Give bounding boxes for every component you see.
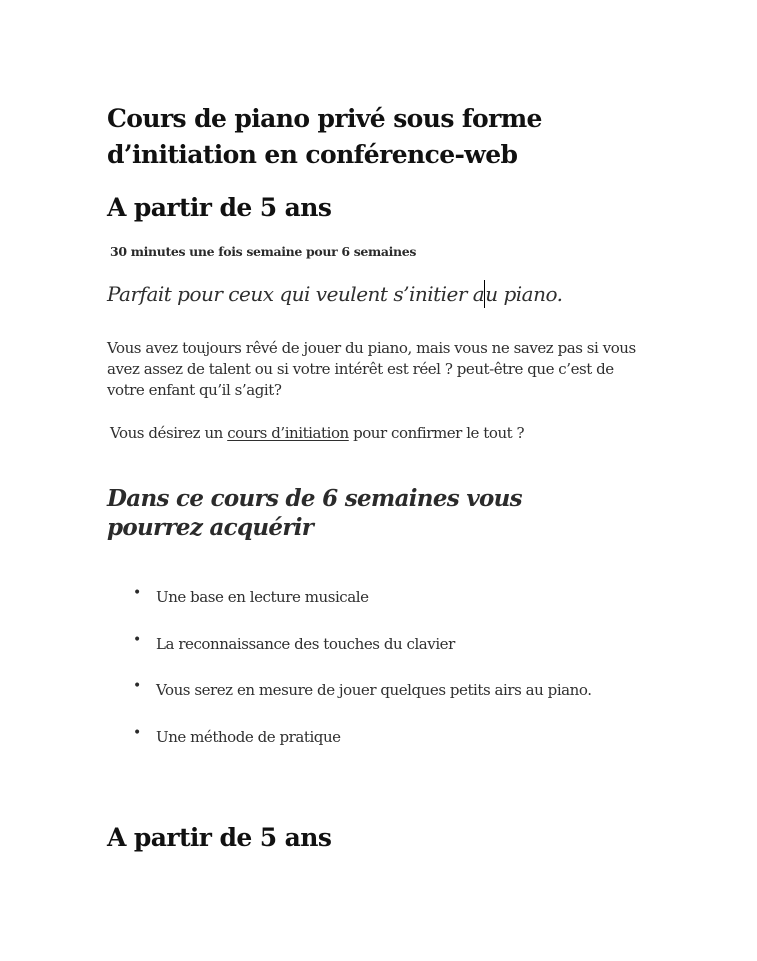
list-item bbox=[128, 633, 592, 680]
age-heading-bottom: A partir de 5 ans bbox=[107, 823, 332, 852]
list-item bbox=[128, 586, 592, 633]
list-item-text: Une base en lecture musicale bbox=[156, 588, 369, 606]
question-text-end: pour confirmer le tout ? bbox=[348, 424, 525, 442]
bullet-icon: • bbox=[133, 725, 141, 742]
document-title: Cours de piano privé sous forme d’initiation en conférence-web bbox=[107, 104, 542, 169]
tagline bbox=[107, 280, 563, 308]
intro-paragraph: Vous avez toujours rêvé de jouer du piano, mais vous ne savez pas si vous avez assez de talent ou si votre intérêt est réel ? peut-être que c’est de votre enfant qu’il s’agit? bbox=[107, 339, 636, 399]
tagline-text-start: Parfait pour ceux qui veulent s’initier a bbox=[107, 282, 485, 306]
age-heading-top: A partir de 5 ans bbox=[107, 193, 332, 222]
question-text-start: Vous désirez un bbox=[110, 424, 228, 442]
bullet-icon: • bbox=[133, 678, 141, 695]
bullet-icon: • bbox=[133, 585, 141, 601]
question-paragraph bbox=[110, 423, 524, 444]
bullet-icon: • bbox=[133, 631, 141, 648]
tagline-text-end: u piano. bbox=[485, 282, 563, 306]
list-item-text: Une méthode de pratique bbox=[156, 728, 341, 747]
list-item-text: Vous serez en mesure de jouer quelques petits airs au piano. bbox=[156, 681, 592, 700]
course-duration: 30 minutes une fois semaine pour 6 semaines bbox=[110, 244, 417, 259]
cours-initiation-link[interactable]: cours d’initiation bbox=[227, 424, 349, 442]
list-item bbox=[128, 726, 592, 773]
section-heading: Dans ce cours de 6 semaines vous pourrez acquérir bbox=[107, 485, 522, 541]
list-item bbox=[128, 679, 592, 726]
benefits-list bbox=[128, 586, 592, 773]
list-item-text: La reconnaissance des touches du clavier bbox=[156, 634, 455, 653]
